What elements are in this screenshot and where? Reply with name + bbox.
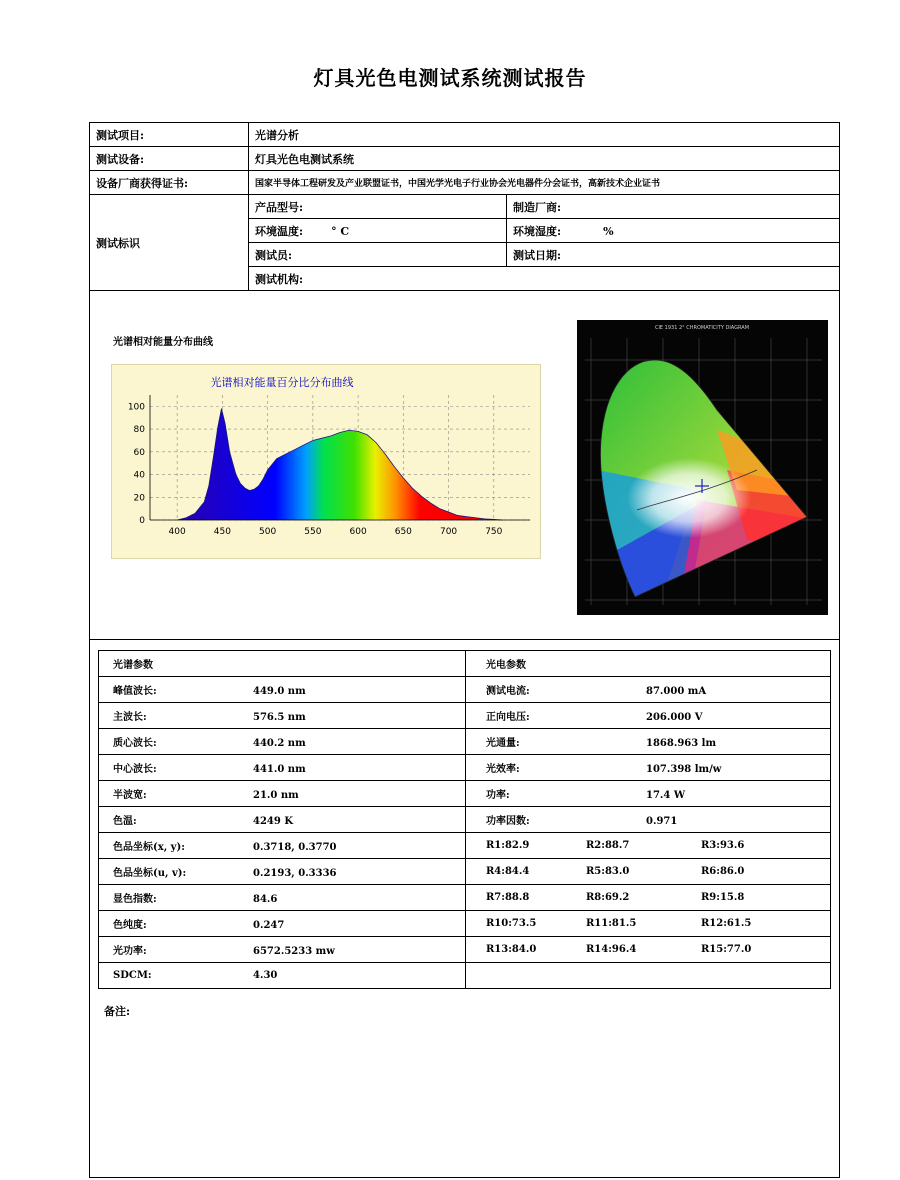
electric-param-label: 光效率: [486,764,520,775]
y-tick-label: 60 [133,447,145,458]
ri-value: R4:84.4 [486,866,530,877]
spectral-params-header [99,651,466,677]
spectral-param-label: 峰值波长: [113,686,157,697]
spectral-param-value: 441.0 nm [253,764,306,775]
spectral-param-label: 光功率: [113,946,147,957]
x-tick-label: 650 [394,527,412,537]
cie-header: CIE 1931 2° CHROMATICITY DIAGRAM [654,325,750,331]
x-tick-label: 750 [485,527,503,537]
spectral-param-cell [99,807,466,833]
spectral-param-cell [99,781,466,807]
electric-param-value: 107.398 lm/w [646,764,722,775]
params-row [99,911,831,937]
spectral-param-label: 中心波长: [113,764,157,775]
ri-value: R7:88.8 [486,892,530,903]
electric-param-cell [466,781,831,807]
spectral-param-value: 576.5 nm [253,712,306,723]
color-rendering-cell [466,911,831,937]
humidity-cell [507,219,840,243]
spectrum-area [177,409,503,520]
spectral-param-cell [99,677,466,703]
params-row [99,833,831,859]
spectral-param-cell [99,755,466,781]
electric-param-label: 正向电压: [486,712,530,723]
spectral-param-label: 主波长: [113,712,147,723]
color-rendering-cell [466,833,831,859]
spectrum-section-label: 光谱相对能量分布曲线 [113,337,213,348]
color-rendering-cell [466,885,831,911]
ri-value: R5:83.0 [586,866,630,877]
electric-param-cell [466,755,831,781]
temperature-cell [249,219,507,243]
spectral-params-header-text: 光谱参数 [113,660,153,671]
test-item-value: 光谱分析 [249,123,840,147]
electric-param-cell [466,807,831,833]
params-row [99,755,831,781]
device-label: 测试设备: [90,147,249,171]
spectral-param-value: 4.30 [253,970,278,981]
electric-param-label: 功率: [486,790,510,801]
tester-label: 测试员: [249,243,507,267]
ri-value: R6:86.0 [701,866,745,877]
params-header-row [99,651,831,677]
test-mark-label: 测试标识 [90,195,249,291]
electric-param-cell [466,729,831,755]
cert-value: 国家半导体工程研发及产业联盟证书，中国光学光电子行业协会光电器件分会证书，高新技术企业证书 [249,171,840,195]
electric-param-label: 测试电流: [486,686,530,697]
x-tick-label: 550 [304,527,322,537]
x-tick-label: 600 [349,527,367,537]
test-item-label: 测试项目: [90,123,249,147]
spectral-param-label: 显色指数: [113,894,157,905]
spectral-param-value: 449.0 nm [253,686,306,697]
ri-value: R9:15.8 [701,892,745,903]
spectrum-chart [111,364,541,559]
y-tick-label: 100 [127,402,145,413]
device-value: 灯具光色电测试系统 [249,147,840,171]
spectral-param-label: 色品坐标(x, y): [113,842,185,853]
params-row [99,729,831,755]
ri-value: R12:61.5 [701,918,752,929]
spectral-param-cell [99,703,466,729]
spectral-param-cell [99,833,466,859]
cie-chromaticity-diagram [577,320,828,615]
electric-param-value: 1868.963 lm [646,738,717,749]
electric-params-header [466,651,831,677]
spectral-param-cell [99,937,466,963]
humidity-unit: % [603,224,614,238]
electric-params-header-text: 光电参数 [486,660,526,671]
temperature-unit: ° C [331,224,350,238]
color-rendering-cell [466,859,831,885]
params-row [99,963,831,989]
ri-value: R2:88.7 [586,840,630,851]
params-row [99,703,831,729]
parameters-table [98,650,831,989]
electric-param-cell [466,677,831,703]
ri-value: R13:84.0 [486,944,537,955]
spectral-param-value: 440.2 nm [253,738,306,749]
params-row [99,885,831,911]
ri-value: R8:69.2 [586,892,630,903]
ri-value: R10:73.5 [486,918,537,929]
x-tick-label: 700 [439,527,458,537]
y-tick-label: 80 [133,425,145,436]
electric-param-value: 87.000 mA [646,686,707,697]
params-row [99,859,831,885]
electric-param-label: 功率因数: [486,816,530,827]
test-date-label: 测试日期: [507,243,840,267]
maker-label: 制造厂商: [507,195,840,219]
info-table [89,122,840,291]
electric-param-value: 206.000 V [646,712,703,723]
spectral-param-label: 色温: [113,816,137,827]
test-org-label: 测试机构: [249,267,840,291]
spectral-param-value: 21.0 nm [253,790,299,801]
empty-cell [466,963,831,989]
x-tick-label: 500 [259,527,277,537]
params-row [99,677,831,703]
y-tick-label: 0 [139,516,145,526]
remarks-label: 备注: [104,1005,131,1018]
spectral-param-label: 色纯度: [113,920,147,931]
ri-value: R15:77.0 [701,944,752,955]
spectral-param-label: 半波宽: [113,790,147,801]
color-rendering-cell [466,937,831,963]
x-tick-label: 400 [168,527,186,537]
y-tick-label: 40 [133,470,145,481]
ri-value: R11:81.5 [586,918,637,929]
spectrum-chart-title: 光谱相对能量百分比分布曲线 [210,376,354,389]
spectral-param-cell [99,885,466,911]
spectrum-chart-svg [112,365,540,558]
spectral-param-label: 质心波长: [113,738,157,749]
spectral-param-label: SDCM: [113,970,152,981]
spectral-param-cell [99,729,466,755]
report-title: 灯具光色电测试系统测试报告 [313,66,587,90]
ri-value: R1:82.9 [486,840,530,851]
spectral-param-value: 0.2193, 0.3336 [253,868,337,879]
spectral-param-cell [99,911,466,937]
params-row [99,807,831,833]
params-row [99,781,831,807]
spectral-param-value: 0.3718, 0.3770 [253,842,337,853]
spectral-param-value: 0.247 [253,920,285,931]
spectral-param-value: 6572.5233 mw [253,946,335,957]
electric-param-value: 17.4 W [646,790,686,801]
spectral-param-label: 色品坐标(u, v): [113,868,187,879]
model-label: 产品型号: [249,195,507,219]
x-tick-label: 450 [213,527,231,537]
spectral-param-cell [99,859,466,885]
temperature-label: 环境温度: [255,224,304,238]
ri-value: R14:96.4 [586,944,637,955]
electric-param-label: 光通量: [486,738,520,749]
spectral-param-value: 4249 K [253,816,294,827]
spectral-param-cell [99,963,466,989]
spectral-param-value: 84.6 [253,894,278,905]
y-tick-label: 20 [133,493,145,504]
cert-label: 设备厂商获得证书: [90,171,249,195]
electric-param-value: 0.971 [646,816,678,827]
electric-param-cell [466,703,831,729]
humidity-label: 环境湿度: [513,224,562,238]
params-row [99,937,831,963]
ri-value: R3:93.6 [701,840,745,851]
